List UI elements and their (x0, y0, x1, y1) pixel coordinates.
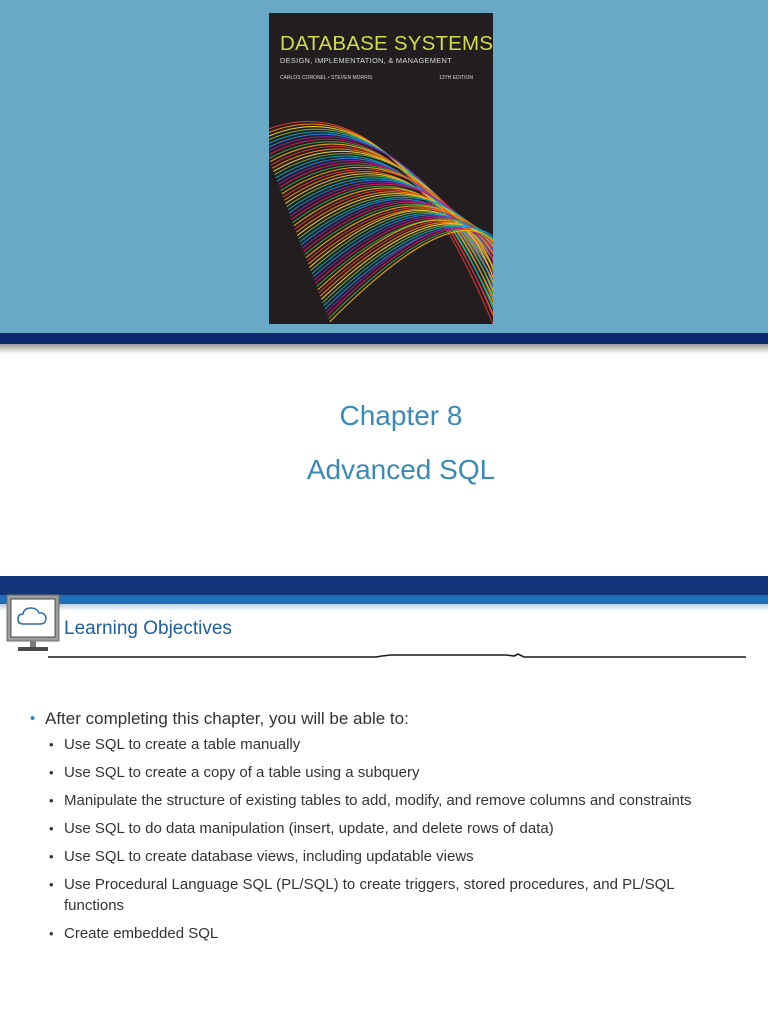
bullet-level2: • (49, 877, 54, 892)
intro-item (30, 706, 730, 732)
objective-text: Use Procedural Language SQL (PL/SQL) to create triggers, stored procedures, and PL/SQL functions (64, 876, 675, 914)
slide-title: Learning Objectives (64, 618, 232, 639)
objectives-slide (0, 576, 768, 1024)
objective-text: Use SQL to do data manipulation (insert, update, and delete rows of data) (64, 820, 554, 837)
objective-item (49, 818, 730, 839)
chapter-title: Chapter 8 (339, 400, 463, 431)
cover-author-2: STEVEN MORRIS (331, 75, 373, 81)
book-cover (269, 13, 493, 324)
bullet-level2: • (49, 849, 54, 864)
cover-title: DATABASE SYSTEMS (280, 32, 493, 55)
objective-text: Create embedded SQL (64, 925, 219, 942)
objective-item (49, 734, 730, 755)
cloud-monitor-icon (6, 594, 60, 654)
chapter-subtitle: Advanced SQL (306, 454, 496, 485)
cover-arc (283, 169, 493, 302)
cover-edition: 13TH EDITION (439, 75, 473, 81)
bullet-level2: • (49, 765, 54, 780)
objective-text: Manipulate the structure of existing tables to add, modify, and remove columns and constraints (64, 792, 692, 809)
bullet-level2: • (49, 821, 54, 836)
cover-authors (280, 75, 372, 81)
objective-item (49, 790, 730, 811)
intro-text: After completing this chapter, you will be able to: (45, 709, 409, 728)
cover-artwork (269, 93, 493, 324)
bullet-level2: • (49, 737, 54, 752)
header-bar-accent (0, 595, 768, 604)
header-bar (0, 576, 768, 595)
title-underline (46, 652, 746, 660)
objective-text: Use SQL to create a table manually (64, 736, 301, 753)
bullet-level1: • (30, 710, 36, 727)
objectives-content (30, 706, 730, 951)
objective-item (49, 846, 730, 867)
bullet-level2: • (49, 926, 54, 941)
objectives-list (49, 734, 730, 944)
header-bar-shadow (0, 604, 768, 611)
divider-shadow (0, 344, 768, 354)
divider-bar (0, 333, 768, 344)
objective-text: Use SQL to create a copy of a table using a subquery (64, 764, 420, 781)
objective-item (49, 874, 730, 916)
cover-author-1: CARLOS CORONEL (280, 75, 327, 81)
objective-item (49, 762, 730, 783)
cover-subtitle: DESIGN, IMPLEMENTATION, & MANAGEMENT (280, 56, 452, 65)
objective-item (49, 923, 730, 944)
objective-text: Use SQL to create database views, including updatable views (64, 848, 474, 865)
cover-author-separator: • (327, 75, 330, 81)
bullet-level2: • (49, 793, 54, 808)
